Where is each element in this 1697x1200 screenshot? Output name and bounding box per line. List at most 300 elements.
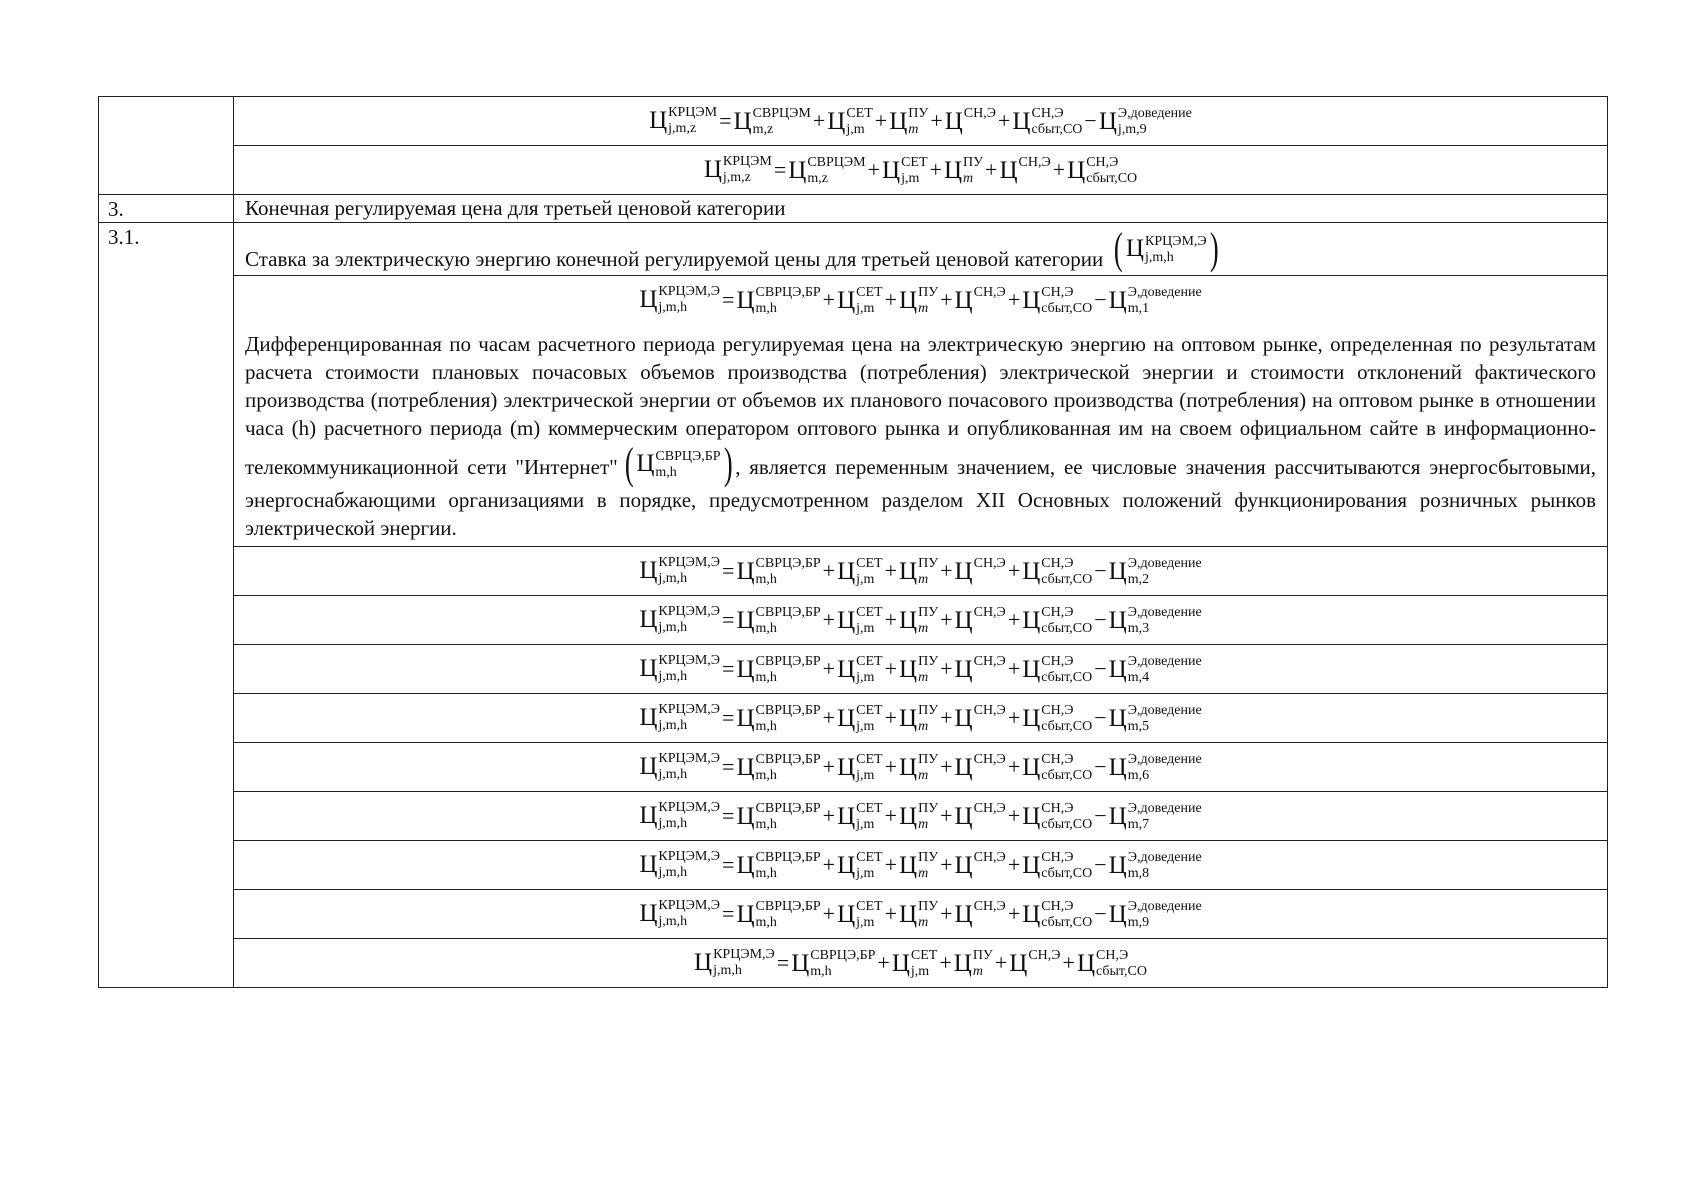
formula-term (720, 850, 821, 881)
formula-superscript: СВРЦЭ,БР (755, 604, 821, 620)
formula-indices (658, 849, 720, 880)
formula-symbol: Ц (837, 557, 856, 585)
formula-term (938, 605, 1006, 636)
row-content-cell (234, 146, 1608, 195)
formula-symbol: Ц (954, 704, 973, 732)
formula-superscript: СН,Э (963, 105, 996, 121)
formula-term (1092, 850, 1201, 881)
formula-operator: = (722, 705, 735, 731)
formula-indices (1128, 654, 1202, 685)
formula-operator: = (719, 108, 732, 134)
formula-symbol: Ц (788, 156, 807, 184)
formula-operator: = (722, 852, 735, 878)
formula-indices (1128, 285, 1202, 316)
formula-subscript: m,h (755, 816, 777, 832)
formula-superscript: СЕТ (856, 702, 883, 718)
formula-indices (908, 106, 928, 137)
formula-term (1006, 752, 1092, 783)
formula-subscript: m (918, 816, 929, 832)
formula-subscript: j,m (856, 300, 875, 316)
right-paren: ) (723, 439, 733, 488)
formula-subscript: j,m (856, 914, 875, 930)
formula-symbol: Ц (889, 107, 908, 135)
formula-subscript: сбыт,СО (1041, 767, 1093, 783)
row-content-cell (234, 596, 1608, 645)
formula-indices (1028, 948, 1060, 979)
formula-term (873, 106, 929, 137)
formula-term (1092, 899, 1201, 930)
formula-row (99, 792, 1608, 841)
formula-term (1092, 285, 1201, 316)
formula-operator: + (940, 803, 953, 829)
formula-row (99, 276, 1608, 547)
formula-superscript: Э,доведение (1127, 800, 1202, 816)
left-paren: ( (624, 439, 634, 488)
formula-symbol: Ц (1076, 949, 1096, 977)
formula-symbol: Ц (954, 802, 973, 830)
formula-symbol: Ц (639, 753, 658, 781)
formula-operator: = (722, 287, 735, 312)
formula-term (1006, 556, 1092, 587)
formula-term (883, 556, 939, 587)
formula-subscript: сбыт,СО (1086, 170, 1138, 186)
row-number-cell (99, 97, 234, 195)
formula-operator: + (994, 950, 1008, 976)
formula-operator: − (1094, 558, 1107, 584)
formula-table (98, 96, 1608, 988)
formula-symbol: Ц (899, 557, 918, 585)
formula-operator: + (822, 754, 836, 780)
formula-lhs (639, 604, 720, 635)
formula-subscript: m (972, 963, 983, 979)
formula-operator: + (1007, 287, 1021, 312)
formula-term (938, 654, 1006, 685)
formula-operator: + (1007, 705, 1021, 731)
formula-subscript: m,z (752, 121, 774, 137)
formula-subscript: m (918, 718, 929, 734)
formula-subscript: сбыт,СО (1041, 718, 1093, 734)
formula-symbol: Ц (837, 286, 856, 314)
formula-subscript: m,2 (1127, 571, 1150, 587)
formula-term (938, 899, 1006, 930)
formula-subscript: j,m,z (668, 121, 697, 137)
formula-symbol: Ц (954, 753, 973, 781)
formula-superscript: СН,Э (1041, 653, 1074, 669)
formula-term (993, 948, 1061, 979)
formula-indices (1041, 752, 1092, 783)
formula-superscript: ПУ (918, 898, 939, 914)
formula-subscript (974, 572, 978, 587)
formula-superscript: КРЦЭМ (722, 154, 772, 170)
formula-term (720, 654, 821, 685)
formula-operator: + (929, 157, 942, 183)
formula-subscript: j,m (856, 669, 875, 685)
formula-term (1092, 801, 1201, 832)
formula-term (821, 605, 883, 636)
formula-symbol: Ц (837, 900, 856, 928)
formula (639, 751, 1201, 783)
formula-subscript: m (918, 865, 929, 881)
formula-superscript: СН,Э (1018, 154, 1051, 170)
row-content-cell (234, 743, 1608, 792)
formula-row (99, 841, 1608, 890)
formula-indices (974, 850, 1006, 881)
formula-indices (1128, 801, 1202, 832)
formula-operator: − (1094, 607, 1107, 633)
formula-term (883, 703, 939, 734)
formula-symbol: Ц (1012, 107, 1031, 135)
formula-indices (974, 605, 1006, 636)
formula-superscript: КРЦЭМ,Э (658, 800, 721, 816)
formula-subscript: m,h (755, 767, 777, 783)
formula-subscript: m,5 (1127, 718, 1150, 734)
formula-operator: + (1007, 656, 1021, 682)
section-row (99, 223, 1608, 276)
formula-operator: + (884, 901, 898, 927)
formula-superscript: СЕТ (856, 604, 883, 620)
formula-superscript: СН,Э (1041, 800, 1074, 816)
formula-row (99, 645, 1608, 694)
formula-term (1006, 654, 1092, 685)
formula-superscript: СН,Э (973, 702, 1006, 718)
formula-superscript: СН,Э (973, 800, 1006, 816)
formula-superscript: СН,Э (1041, 702, 1074, 718)
formula-symbol: Ц (882, 156, 901, 184)
formula-term (1006, 605, 1092, 636)
row-content-cell (234, 792, 1608, 841)
formula-superscript: КРЦЭМ (668, 105, 718, 121)
formula-term (772, 155, 866, 186)
formula-subscript: m,6 (1127, 767, 1150, 783)
formula-indices (756, 556, 821, 587)
formula-term (720, 752, 821, 783)
formula-term (720, 285, 821, 316)
formula-operator: + (930, 108, 943, 134)
formula-subscript (974, 866, 978, 881)
formula-superscript: СВРЦЭ,БР (755, 555, 821, 571)
formula-symbol: Ц (1067, 156, 1086, 184)
row-number-cell: 3. (99, 195, 234, 223)
inline-term (636, 449, 720, 480)
formula-term (821, 752, 883, 783)
formula-indices (756, 899, 821, 930)
formula-superscript: КРЦЭМ,Э (658, 898, 721, 914)
formula-symbol: Ц (1022, 753, 1041, 781)
formula-superscript: КРЦЭМ,Э (658, 751, 721, 767)
formula-subscript: сбыт,СО (1041, 669, 1093, 685)
formula-symbol: Ц (1108, 900, 1127, 928)
row-content-cell (234, 694, 1608, 743)
formula-subscript: m,7 (1127, 816, 1150, 832)
formula (639, 555, 1201, 587)
formula-symbol: Ц (736, 606, 755, 634)
formula-symbol: Ц (837, 802, 856, 830)
formula-subscript: m (918, 767, 929, 783)
formula-symbol: Ц (639, 851, 658, 879)
formula-subscript: m,h (755, 571, 777, 587)
formula-symbol: Ц (639, 286, 658, 313)
formula-indices (658, 604, 720, 635)
formula-superscript: ПУ (908, 105, 929, 121)
formula-symbol: Ц (733, 107, 752, 135)
formula-symbol: Ц (999, 156, 1018, 184)
formula-superscript: СЕТ (856, 284, 883, 300)
formula-indices (1128, 752, 1202, 783)
formula-term (937, 948, 993, 979)
formula-symbol: Ц (899, 753, 918, 781)
formula-symbol: Ц (791, 949, 810, 977)
formula-subscript: m (908, 121, 919, 137)
formula-superscript: Э,доведение (1127, 653, 1202, 669)
formula-operator: + (940, 852, 953, 878)
formula-symbol: Ц (636, 450, 655, 477)
formula-subscript: j,m,h (658, 571, 688, 587)
formula-operator: = (722, 558, 735, 584)
formula-symbol: Ц (899, 286, 918, 314)
formula-indices (974, 556, 1006, 587)
row-content-cell (234, 223, 1608, 276)
formula-superscript: КРЦЭМ,Э (1144, 233, 1207, 249)
row-number-cell: 3.1. (99, 223, 234, 988)
formula-symbol: Ц (639, 802, 658, 830)
formula-term (720, 556, 821, 587)
formula-superscript: СЕТ (846, 105, 873, 121)
formula-subscript: сбыт,СО (1041, 300, 1093, 316)
formula-term (928, 155, 984, 186)
formula-symbol: Ц (943, 156, 963, 184)
formula-symbol: Ц (736, 851, 755, 879)
formula-indices (753, 106, 811, 137)
formula-symbol: Ц (1022, 900, 1041, 928)
formula-term (883, 850, 939, 881)
formula-lhs (639, 751, 720, 782)
formula-indices (918, 703, 938, 734)
formula-subscript: m,4 (1127, 669, 1150, 685)
formula (704, 154, 1137, 186)
formula-subscript: j,m,h (658, 669, 688, 685)
formula-symbol: Ц (1108, 704, 1127, 732)
formula-symbol: Ц (639, 655, 658, 683)
formula-subscript: m,h (755, 718, 777, 734)
formula-term (1006, 899, 1092, 930)
formula-superscript: СВРЦЭ,БР (755, 849, 821, 865)
formula-superscript: СЕТ (856, 653, 883, 669)
rate-description (234, 223, 1607, 275)
formula-term (1061, 948, 1147, 979)
formula-indices (974, 801, 1006, 832)
formula-term (875, 948, 937, 979)
formula-symbol: Ц (1022, 655, 1041, 683)
formula-operator: + (1007, 803, 1021, 829)
formula-operator: + (985, 157, 998, 183)
formula-symbol: Ц (954, 851, 973, 879)
formula-subscript: j,m,h (1144, 249, 1174, 265)
explanation-paragraph (234, 326, 1607, 546)
formula-operator: + (822, 901, 836, 927)
formula-term (720, 605, 821, 636)
formula-indices (1041, 899, 1092, 930)
formula-subscript: j,m,h (658, 300, 688, 315)
formula-subscript: j,m,9 (1117, 121, 1147, 137)
formula-subscript: m,3 (1127, 620, 1150, 636)
formula (649, 105, 1192, 137)
formula (639, 800, 1201, 832)
formula-row (99, 743, 1608, 792)
formula-subscript (974, 670, 978, 685)
formula-superscript: СВРЦЭМ (752, 105, 811, 121)
left-paren: ( (1114, 224, 1123, 273)
formula-indices (1031, 106, 1082, 137)
formula-symbol: Ц (639, 606, 658, 634)
formula-indices (974, 654, 1006, 685)
formula-symbol: Ц (899, 900, 918, 928)
formula-operator: + (884, 287, 898, 312)
formula-indices (856, 850, 882, 881)
formula-superscript: СН,Э (1031, 105, 1064, 121)
formula-superscript: СЕТ (856, 555, 883, 571)
formula (639, 284, 1201, 316)
formula-superscript: Э,доведение (1127, 555, 1202, 571)
formula-superscript: ПУ (918, 849, 939, 865)
formula-symbol: Ц (1108, 286, 1127, 314)
formula-term (821, 899, 883, 930)
formula-indices (856, 703, 882, 734)
formula-symbol: Ц (736, 655, 755, 683)
formula-symbol: Ц (954, 606, 973, 634)
formula-superscript: ПУ (918, 284, 939, 300)
formula-operator: − (1094, 705, 1107, 731)
formula-indices (1041, 556, 1092, 587)
formula-subscript: j,m,h (658, 816, 688, 832)
formula-term (883, 801, 939, 832)
formula-operator: + (998, 108, 1011, 134)
formula-lhs (639, 898, 720, 929)
formula-row (99, 97, 1608, 146)
formula-operator: + (940, 754, 953, 780)
formula-term (811, 106, 873, 137)
formula-subscript: m,9 (1127, 914, 1150, 930)
formula-operator: + (1062, 950, 1075, 976)
formula-subscript: сбыт,СО (1041, 620, 1093, 636)
formula-symbol: Ц (639, 557, 658, 585)
formula-term (1092, 605, 1201, 636)
formula-superscript: СН,Э (973, 604, 1006, 620)
formula-subscript: m (918, 620, 929, 636)
rate-term (1126, 234, 1207, 265)
formula-term (720, 899, 821, 930)
formula-indices (1041, 285, 1092, 316)
section-row (99, 195, 1608, 223)
formula-superscript: ПУ (918, 653, 939, 669)
formula-term (938, 703, 1006, 734)
section-heading: Конечная регулируемая цена для третьей ценовой категории (245, 196, 786, 220)
formula-indices (658, 284, 720, 315)
formula-symbol: Ц (639, 900, 658, 928)
formula-operator: + (822, 705, 836, 731)
formula-symbol: Ц (736, 704, 755, 732)
row-content-cell (234, 890, 1608, 939)
right-paren: ) (1209, 224, 1219, 273)
formula-symbol: Ц (1022, 851, 1041, 879)
formula-term (938, 285, 1006, 316)
formula-indices (1128, 703, 1202, 734)
formula (639, 653, 1201, 685)
formula-symbol: Ц (694, 949, 713, 977)
formula-term (821, 556, 883, 587)
formula-subscript (974, 621, 978, 636)
formula-term (938, 556, 1006, 587)
formula-operator: + (884, 558, 898, 584)
formula-subscript (964, 122, 968, 137)
formula-indices (756, 752, 821, 783)
formula-subscript: j,m (856, 816, 875, 832)
formula-operator: = (776, 950, 790, 976)
formula-superscript: СН,Э (1041, 751, 1074, 767)
formula-superscript: СН,Э (973, 849, 1006, 865)
formula-term (720, 801, 821, 832)
formula-indices (1041, 703, 1092, 734)
formula-subscript: j,m (901, 170, 920, 186)
formula-subscript: сбыт,СО (1041, 865, 1093, 881)
formula-row (99, 596, 1608, 645)
formula-superscript: ПУ (972, 947, 993, 963)
formula-symbol: Ц (954, 655, 973, 683)
formula-symbol: Ц (1108, 655, 1127, 683)
formula-operator: = (773, 157, 787, 183)
formula-operator: + (1052, 157, 1066, 183)
formula-symbol: Ц (703, 156, 722, 184)
formula-indices (856, 899, 882, 930)
formula-row (99, 939, 1608, 988)
formula-term (720, 703, 821, 734)
formula-symbol: Ц (1022, 286, 1041, 314)
formula-symbol: Ц (899, 655, 918, 683)
formula-indices (756, 850, 821, 881)
formula-indices (1041, 654, 1092, 685)
formula-subscript (974, 301, 978, 316)
formula-term (1092, 703, 1201, 734)
formula-lhs (704, 154, 772, 185)
formula-subscript: m (918, 669, 929, 685)
formula-lhs (639, 800, 720, 831)
formula-superscript: СЕТ (901, 154, 928, 170)
formula-operator: + (867, 157, 881, 183)
formula-superscript: Э,доведение (1127, 849, 1202, 865)
formula-symbol: Ц (899, 802, 918, 830)
formula-superscript: Э,доведение (1117, 105, 1192, 121)
formula-superscript: СН,Э (1028, 947, 1061, 963)
formula-subscript: j,m (856, 767, 875, 783)
formula-subscript (974, 817, 978, 832)
formula-operator: + (884, 754, 898, 780)
formula-indices (918, 899, 938, 930)
formula-superscript: СВРЦЭ,БР (755, 800, 821, 816)
formula-indices (856, 605, 882, 636)
formula-symbol: Ц (649, 107, 668, 135)
formula-operator: + (1007, 754, 1021, 780)
formula-indices (973, 948, 993, 979)
formula-subscript: j,m (856, 718, 875, 734)
formula-indices (918, 850, 938, 881)
formula-operator: − (1094, 656, 1107, 682)
formula-symbol: Ц (1022, 704, 1041, 732)
formula-symbol: Ц (1022, 802, 1041, 830)
formula-term (1006, 850, 1092, 881)
formula-indices (856, 556, 882, 587)
formula-superscript: СВРЦЭ,БР (755, 898, 821, 914)
formula-operator: = (722, 803, 735, 829)
formula-subscript (1019, 171, 1023, 186)
